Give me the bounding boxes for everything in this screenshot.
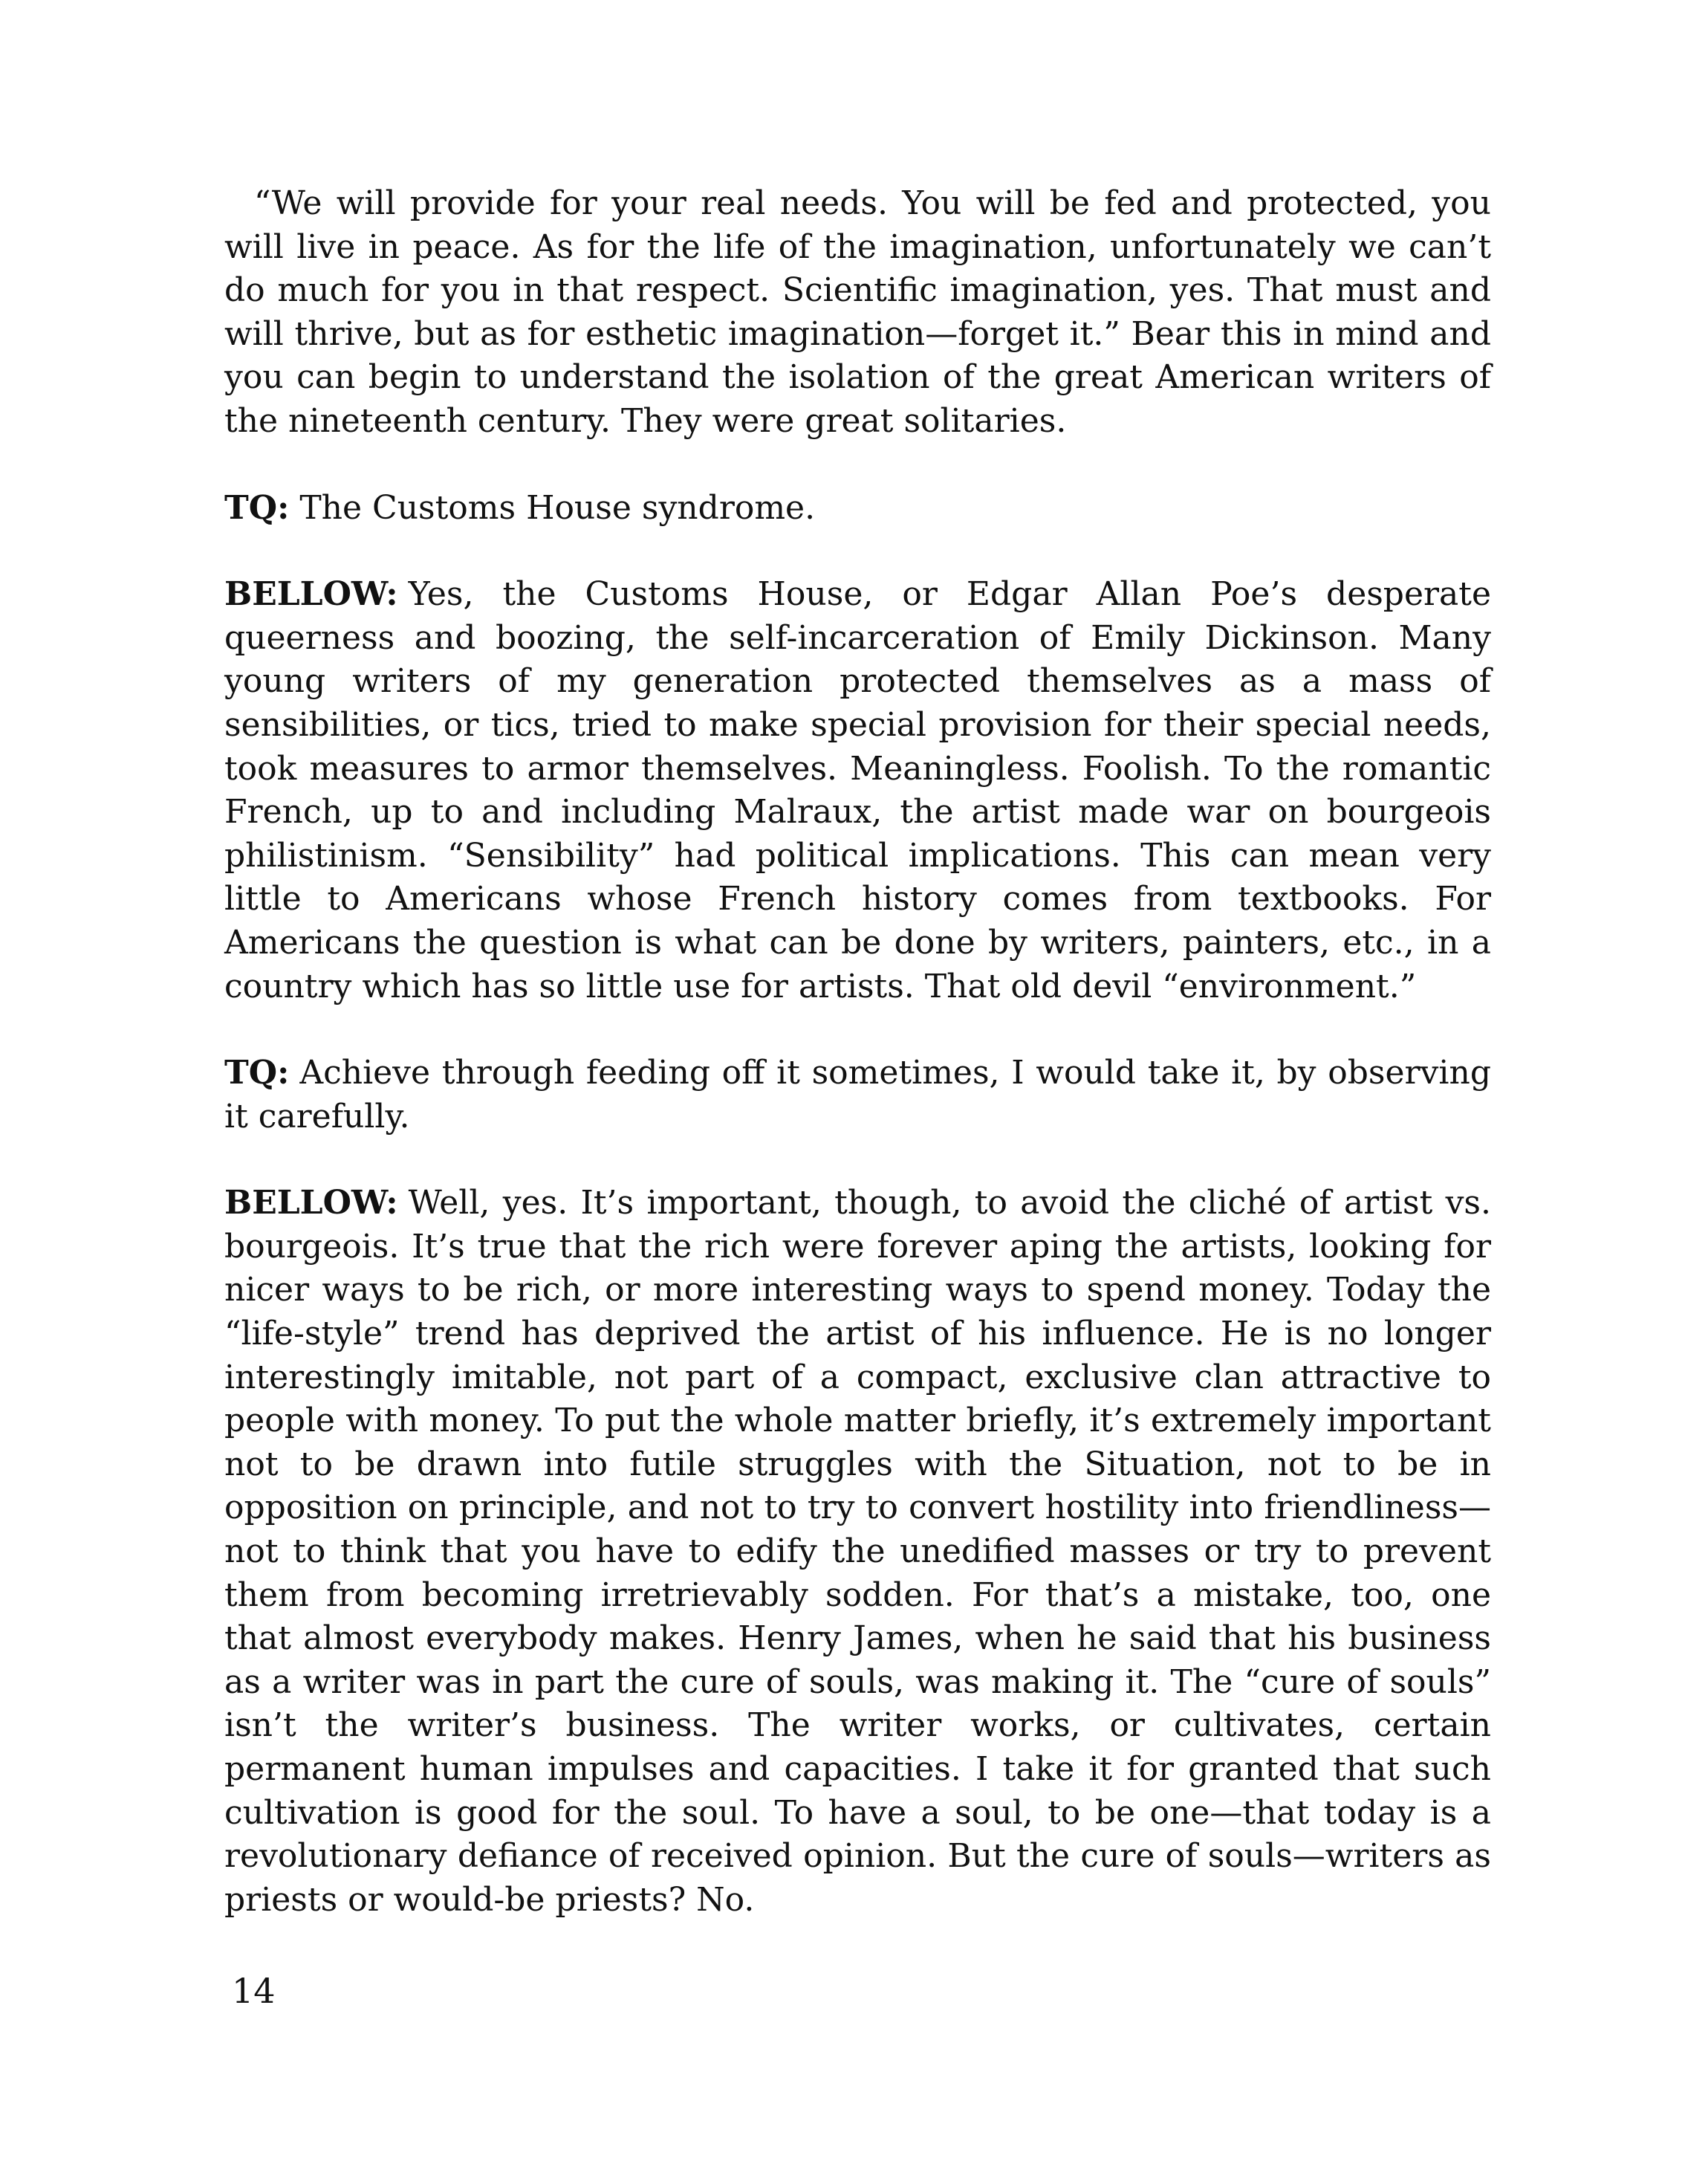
speaker-label: BELLOW: [224, 575, 398, 614]
body-text [224, 182, 1491, 1965]
speaker-label: TQ: [224, 488, 290, 527]
paragraph-text: Well, yes. It’s important, though, to avoid the cliché of artist vs. bourgeois. It’s true that the rich were forever aping the artists, looking for nicer ways to be rich, or more interesting ways to spend money. Today the “life-style” trend has deprived the artist of his influence. He is no longer interestingly imitable, not part of a compact, exclusive clan attractive to people with money. To put the whole matter briefly, it’s extremely important not to be drawn into futile struggles with the Situation, not to be in opposition on principle, and not to try to convert hostility into friendliness—not to think that you have to edify the unedified masses or try to prevent them from becoming irretrievably sodden. For that’s a mistake, too, one that almost everybody makes. Henry James, when he said that his business as a writer was in part the cure of souls, was making it. The “cure of souls” isn’t the writer’s business. The writer works, or cultivates, certain permanent human impulses and capacities. I take it for granted that such cultivation is good for the soul. To have a soul, to be one—that today is a revolutionary defiance of received opinion. But the cure of souls—writers as priests or would-be priests? No. [224, 1184, 1491, 1919]
paragraph-text: Achieve through feeding off it sometimes, I would take it, by observing it carefully. [224, 1054, 1491, 1136]
paragraph-tq-2 [224, 1052, 1491, 1138]
paragraph-text: The Customs House syndrome. [299, 488, 816, 527]
paragraph-text: Yes, the Customs House, or Edgar Allan Poe’s desperate queerness and boozing, the self-incarceration of Emily Dickinson. Many young writers of my generation protected themselves as a mass of sensibilities, or tics, tried to make special provision for their special needs, took measures to armor themselves. Meaningless. Foolish. To the romantic French, up to and including Malraux, the artist made war on bourgeois philistinism. “Sensibility” had political implications. This can mean very little to Americans whose French history comes from textbooks. For Americans the question is what can be done by writers, painters, etc., in a country which has so little use for artists. That old devil “environment.” [224, 575, 1491, 1005]
paragraph-text: “We will provide for your real needs. You will be fed and protected, you will live in peace. As for the life of the imagination, unfortunately we can’t do much for you in that respect. Scientific imagination, yes. That must and will thrive, but as for esthetic imagination—forget it.” Bear this in mind and you can begin to understand the isolation of the great American writers of the nineteenth century. They were great solitaries. [224, 184, 1491, 440]
paragraph-bellow-2 [224, 1182, 1491, 1922]
speaker-label: BELLOW: [224, 1184, 398, 1222]
paragraph-bellow-1 [224, 573, 1491, 1008]
paragraph-tq-1 [224, 487, 1491, 531]
speaker-label: TQ: [224, 1054, 290, 1092]
paragraph-quote-continuation [224, 182, 1491, 444]
page-number: 14 [232, 1971, 276, 2011]
